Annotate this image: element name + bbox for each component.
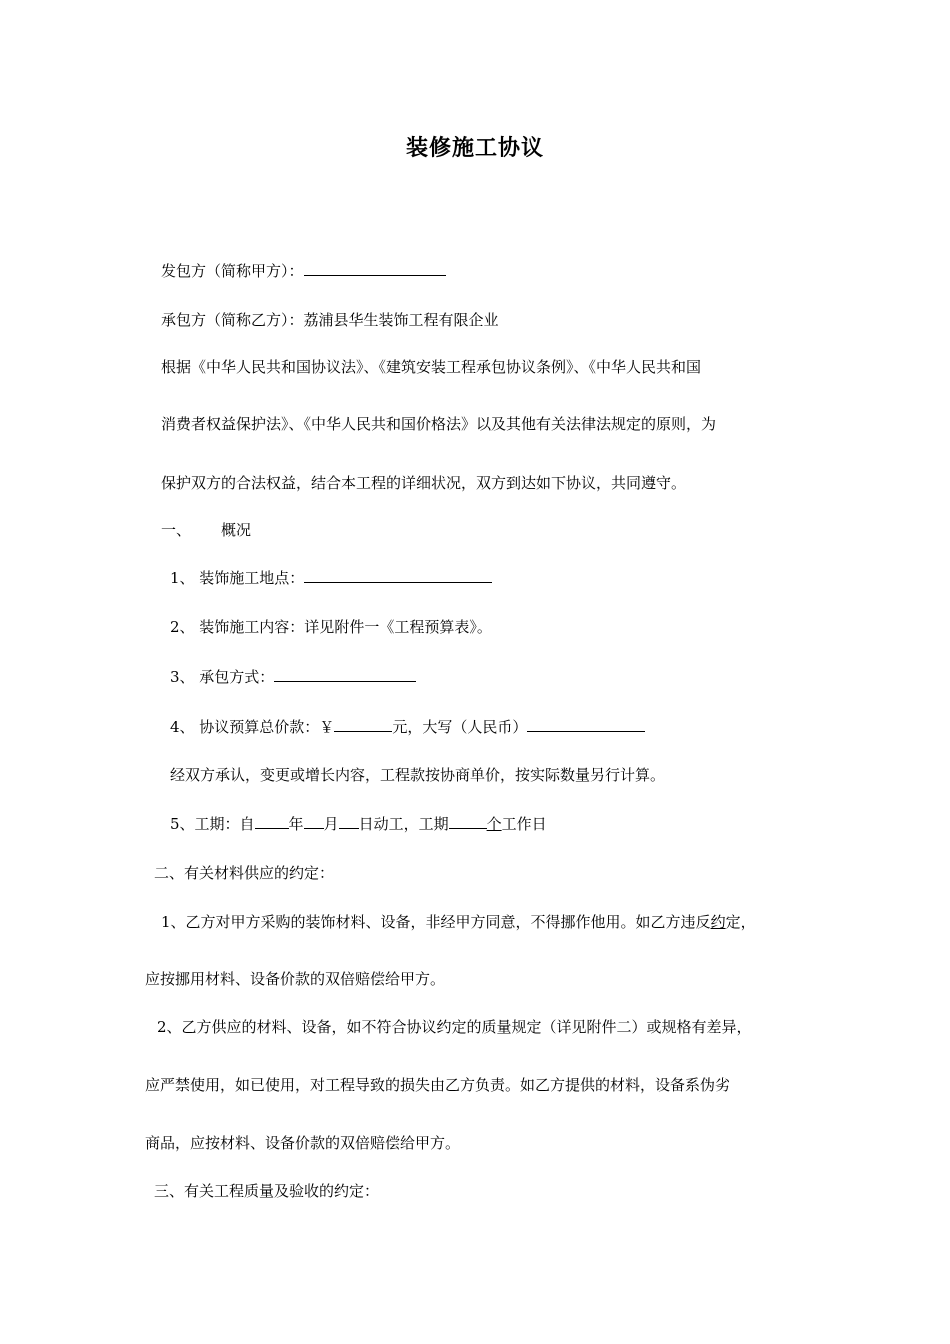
preamble-line-3: 保护双方的合法权益，结合本工程的详细状况，双方到达如下协议，共同遵守。 <box>161 474 687 492</box>
party-a-label: 发包方（简称甲方）： <box>161 262 304 280</box>
section2-clause1-line2: 应按挪用材料、设备价款的双倍赔偿给甲方。 <box>145 970 446 988</box>
section2-clause1-line1 <box>161 911 756 933</box>
section1-item4-prefix: 4、 协议预算总价款：￥ <box>170 718 335 736</box>
section2-clause2-line3: 商品，应按材料、设备价款的双倍赔偿给甲方。 <box>145 1134 461 1152</box>
section1-item2: 2、 装饰施工内容：详见附件一《工程预算表》。 <box>170 618 492 636</box>
contract-mode-blank <box>274 665 416 682</box>
section1-item1 <box>170 566 492 589</box>
party-b-label: 承包方（简称乙方）： <box>161 311 304 329</box>
section1-item1-text: 1、 装饰施工地点： <box>170 569 305 587</box>
item5-unit: 个 <box>486 815 502 833</box>
section3-heading: 三、有关工程质量及验收的约定： <box>154 1182 380 1200</box>
section2-clause2-line2: 应严禁使用，如已使用，对工程导致的损失由乙方负责。如乙方提供的材料，设备系伪劣 <box>145 1076 731 1094</box>
clause1-underlined: 约 <box>710 913 726 931</box>
year-blank <box>255 812 289 829</box>
section1-item4-mid: 元，大写（人民币） <box>392 718 528 736</box>
section1-number: 一、 <box>161 521 192 539</box>
section1-item4 <box>170 715 645 738</box>
section1-item3 <box>170 665 416 688</box>
section1-item5 <box>170 812 547 835</box>
duration-blank <box>449 812 487 829</box>
month-blank <box>304 812 324 829</box>
section1-title: 概况 <box>221 521 252 539</box>
item5-prefix: 5、工期：自 <box>170 815 255 833</box>
clause1-text: 1、乙方对甲方采购的装饰材料、设备，非经甲方同意，不得挪作他用。如乙方违反 <box>161 913 711 931</box>
clause1-tail: 定， <box>725 913 756 931</box>
party-a-line <box>161 259 446 282</box>
item5-month: 月 <box>323 815 339 833</box>
preamble-line-1: 根据《中华人民共和国协议法》、《建筑安装工程承包协议条例》、《中华人民共和国 <box>161 358 702 376</box>
item5-suffix: 工作日 <box>501 815 547 833</box>
location-blank <box>304 566 492 583</box>
day-blank <box>339 812 359 829</box>
section1-note: 经双方承认，变更或增长内容，工程款按协商单价，按实际数量另行计算。 <box>170 766 666 784</box>
section1-item3-text: 3、 承包方式： <box>170 668 275 686</box>
section2-clause2-line1: 2、乙方供应的材料、设备，如不符合协议约定的质量规定（详见附件二）或规格有差异， <box>157 1018 752 1036</box>
party-a-blank <box>304 259 446 276</box>
section2-heading: 二、有关材料供应的约定： <box>154 864 335 882</box>
item5-year: 年 <box>288 815 304 833</box>
item5-start: 日动工，工期 <box>358 815 449 833</box>
party-b-value: 荔浦县华生装饰工程有限企业 <box>303 311 499 329</box>
preamble-line-2: 消费者权益保护法》、《中华人民共和国价格法》以及其他有关法律法规定的原则，为 <box>161 415 717 433</box>
section1-heading <box>161 519 251 541</box>
party-b-line <box>161 309 499 331</box>
document-title: 装修施工协议 <box>405 136 544 161</box>
amount-blank <box>334 715 392 732</box>
amount-words-blank <box>527 715 645 732</box>
